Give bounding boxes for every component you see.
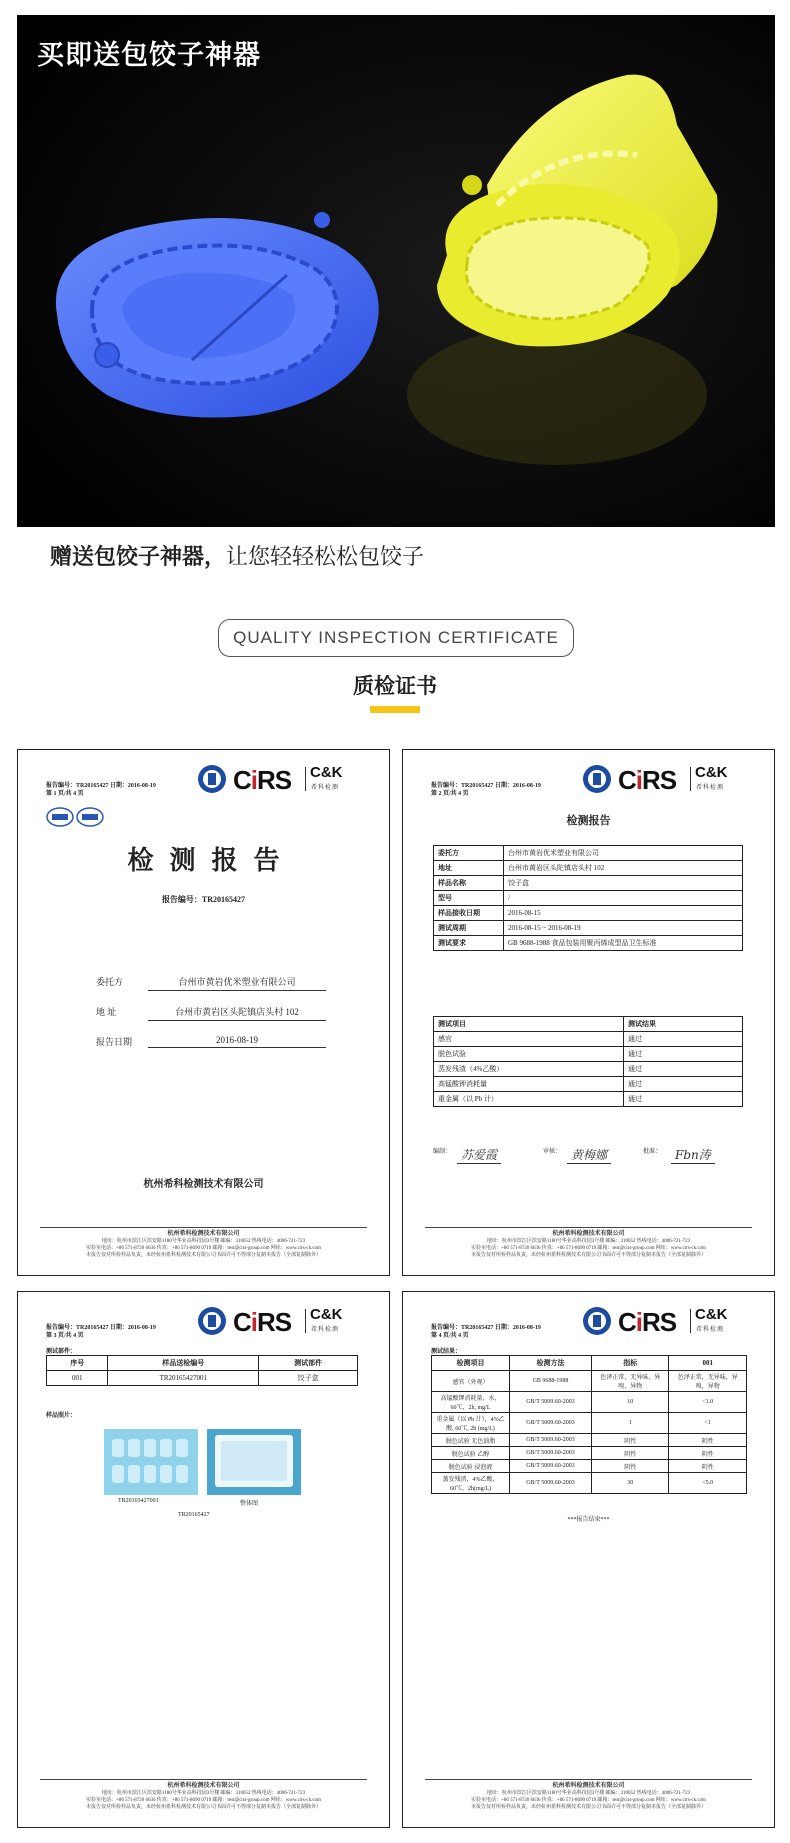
page-meta: 报告编号：TR20165427 日期：2016-08-19 第 2 页/共 4 页 xyxy=(431,783,541,797)
page-footer: 杭州希科检测技术有限公司 地址：杭州市滨江区滨安路1180号华业高科技园3号楼 邮编：310052 热线电话：4006-721-723 实验室电话：+86 571-8720 6636 传真：+86 571-8690 0719 邮箱：test@cirs-group.com 网址：www.cirs-ck.com 本报告仅对所检样品负责，未经杭州希科检测技术有限公司书面许可不得部分复制本报告（全部复制除外） xyxy=(425,1779,752,1811)
gift-caption xyxy=(50,540,424,571)
table-header-row: 序号 样品送检编号 测试部件 xyxy=(47,1356,358,1371)
seal-icon xyxy=(582,764,612,794)
sample-photo-open xyxy=(104,1429,198,1495)
accent-bar xyxy=(370,706,420,713)
page-footer: 杭州希科检测技术有限公司 地址：杭州市滨江区滨安路1180号华业高科技园3号楼 邮编：310052 热线电话：4006-721-723 实验室电话：+86 571-8720 6636 传真：+86 571-8690 0719 邮箱：test@cirs-group.com 网址：www.cirs-ck.com 本报告仅对所检样品负责，未经杭州希科检测技术有限公司书面许可不得部分复制本报告（全部复制除外） xyxy=(425,1227,752,1259)
photo-caption: TR20165427001 xyxy=(118,1498,159,1504)
caption-text: 让您轻轻松松包饺子 xyxy=(226,545,425,570)
test-results-table xyxy=(433,1016,743,1107)
report-page-3 xyxy=(17,1291,390,1828)
table-row: 高锰酸钾消耗量，水，60℃，2h, mg/L GB/T 5009.60-2003 10 <1.0 xyxy=(432,1392,747,1413)
table-row: 型号 / xyxy=(434,891,743,906)
blue-mold xyxy=(56,212,379,418)
page-footer: 杭州希科检测技术有限公司 地址：杭州市滨江区滨安路1180号华业高科技园3号楼 邮编：310052 热线电话：4006-721-723 实验室电话：+86 571-8720 6636 传真：+86 571-8690 0719 邮箱：test@cirs-group.com 网址：www.cirs-ck.com 本报告仅对所检样品负责，未经杭州希科检测技术有限公司书面许可不得部分复制本报告（全部复制除外） xyxy=(40,1779,367,1811)
table-header-row: 检测项目 检测方法 指标 001 xyxy=(432,1356,747,1371)
report-page-1: 报告编号：TR20165427 日期：2016-08-19 第 1 页/共 4 页 CiRS C&K 希科检测 检测报告 报告编号：TR20165427 委托方 台州市黄岩优米塑业有限公司 地 址 台州市黄岩区头陀镇店头村 102 报告日期 2016-08-19 杭州希科检测技术有限公司 杭州希科检测技术有限公司 地址：杭州市滨江区滨安路1180号华业高科技园3号楼 邮编：310052 热线电话：4006-721-723 实验室电话：+86 571-8720 6636 传真：+86 571-8690 0719 邮箱：test@cirs-group.com 网址：www.cirs-ck.com 本报告仅对所检样品负责，未经杭州希科检测技术有限公司书面许可不得部分复制本报告（全部复制除外） xyxy=(17,749,390,1276)
quality-certificate-badge: QUALITY INSPECTION CERTIFICATE xyxy=(218,619,574,657)
seal-icon xyxy=(197,764,227,794)
table-row: 蒸发残渣（4%乙酸） 通过 xyxy=(434,1062,743,1077)
page-meta: 报告编号：TR20165427 日期：2016-08-19 第 3 页/共 4 页 xyxy=(46,1325,156,1339)
signature-approver: Fbn涛 xyxy=(671,1146,715,1164)
caption-bold: 赠送包饺子神器， xyxy=(50,545,227,570)
signature-editor: 苏爱霞 xyxy=(457,1146,501,1164)
table-row: 重金属（以 Pb 计） 通过 xyxy=(434,1092,743,1107)
cirs-ck-logo: CiRS C&K 希科检测 xyxy=(582,764,742,794)
report-title: 检测报告 xyxy=(566,814,611,827)
table-row: 地址 台州市黄岩区头陀镇店头村 102 xyxy=(434,861,743,876)
table-row: 重金属（以 Pb 计），4%乙酸, 60℃, 2h (mg/L) GB/T 5009.60-2003 1 <1 xyxy=(432,1413,747,1434)
table-row: 感官（外观） GB 9688-1988 色泽正常，无异味、异嗅、异物 色泽正常，无异味，异嗅，异物 xyxy=(432,1371,747,1392)
sample-photo-overall xyxy=(207,1429,301,1495)
sample-info-table xyxy=(433,845,743,951)
report-number: 报告编号：TR20165427 xyxy=(161,895,246,904)
signature-reviewer: 黄梅娜 xyxy=(567,1146,611,1164)
table-row: 脱色试验 浸泡液 GB/T 5009.60-2003 阴性 阴性 xyxy=(432,1460,747,1473)
table-row: 蒸发残渣，4%乙酸，60℃，2h(mg/L) GB/T 5009.60-2003 30 <5.0 xyxy=(432,1473,747,1494)
page-footer: 杭州希科检测技术有限公司 地址：杭州市滨江区滨安路1180号华业高科技园3号楼 邮编：310052 热线电话：4006-721-723 实验室电话：+86 571-8720 6636 传真：+86 571-8690 0719 邮箱：test@cirs-group.com 网址：www.cirs-ck.com 本报告仅对所检样品负责，未经杭州希科检测技术有限公司书面许可不得部分复制本报告（全部复制除外） xyxy=(40,1227,367,1259)
results-label: 测试结果： xyxy=(431,1349,462,1355)
report-heading: 检测报告 xyxy=(127,846,296,876)
photo-caption: 整体图 xyxy=(240,1501,259,1507)
page-meta: 报告编号：TR20165427 日期：2016-08-19 第 1 页/共 4 页 xyxy=(46,783,156,797)
table-row: 测试周期 2016-08-15 ~ 2016-08-19 xyxy=(434,921,743,936)
report-page-2: 报告编号：TR20165427 日期：2016-08-19 第 2 页/共 4 页 CiRS C&K 希科检测 检测报告 委托方 台州市黄岩优米塑业有限公司 地址 台州市黄岩区头陀镇店头村 102 样品名称 饺子盒 型号 / 样品接收日期 2016-08-15 测试周期 2016-08-15 ~ 2016-08-19 测试要求 GB 9688-1988 食品包装用聚丙烯成型品卫生标准 测试项目 测试结果 感官 通过 脱色试验 通过 蒸发残渣（4%乙酸） 通过 高锰酸钾消耗量 通过 重金属（以 Pb 计） 通过 编制： 苏爱霞 审核： 黄梅娜 批准： Fbn涛 杭州希科检测技术有限公司 地址：杭州市滨江区滨安路1180号华业高科技园3号楼 邮编：310052 热线电话：4006-721-723 实验室电话：+86 571-8720 6636 传真：+86 571-8690 0719 邮箱：test@cirs-group.com 网址：www.cirs-ck.com 本报告仅对所检样品负责，未经杭州希科检测技术有限公司书面许可不得部分复制本报告（全部复制除外） xyxy=(402,749,775,1276)
table-row: 样品接收日期 2016-08-15 xyxy=(434,906,743,921)
cirs-ck-logo: CiRS C&K 希科检测 xyxy=(582,1306,742,1336)
seal-icon xyxy=(582,1306,612,1336)
cirs-ck-logo: CiRS C&K 希科检测 xyxy=(197,764,357,794)
report-page-4 xyxy=(402,1291,775,1828)
table-row: 高锰酸钾消耗量 通过 xyxy=(434,1077,743,1092)
test-parts-table xyxy=(46,1355,358,1386)
hero-banner xyxy=(17,15,775,527)
hero-title: 买即送包饺子神器 xyxy=(37,40,261,71)
table-row: 脱色试验 通过 xyxy=(434,1047,743,1062)
table-row: 感官 通过 xyxy=(434,1032,743,1047)
table-header-row: 测试项目 测试结果 xyxy=(434,1017,743,1032)
seal-icon xyxy=(197,1306,227,1336)
cirs-ck-logo: CiRS C&K 希科检测 xyxy=(197,1306,357,1336)
table-row: 测试要求 GB 9688-1988 食品包装用聚丙烯成型品卫生标准 xyxy=(434,936,743,951)
accreditation-marks-icon xyxy=(46,806,106,828)
table-row: 样品名称 饺子盒 xyxy=(434,876,743,891)
report-end-note: ***报告结束*** xyxy=(567,1517,610,1523)
table-row: 001 TR20165427001 饺子盒 xyxy=(47,1371,358,1386)
table-row: 委托方 台州市黄岩优米塑业有限公司 xyxy=(434,846,743,861)
page-meta: 报告编号：TR20165427 日期：2016-08-19 第 4 页/共 4 页 xyxy=(431,1325,541,1339)
table-row: 脱色试验 乙醇 GB/T 5009.60-2003 阴性 阴性 xyxy=(432,1447,747,1460)
photo-main-caption: TR20165427 xyxy=(178,1512,210,1518)
photos-label: 样品照片： xyxy=(46,1413,77,1419)
certificate-title: 质检证书 xyxy=(353,674,437,698)
dumpling-maker-image xyxy=(17,15,775,527)
detailed-results-table xyxy=(431,1355,747,1494)
table-row: 脱色试验 无色油脂 GB/T 5009.60-2003 阴性 阴性 xyxy=(432,1434,747,1447)
lab-company: 杭州希科检测技术有限公司 xyxy=(143,1179,264,1190)
parts-label: 测试部件： xyxy=(46,1349,77,1355)
